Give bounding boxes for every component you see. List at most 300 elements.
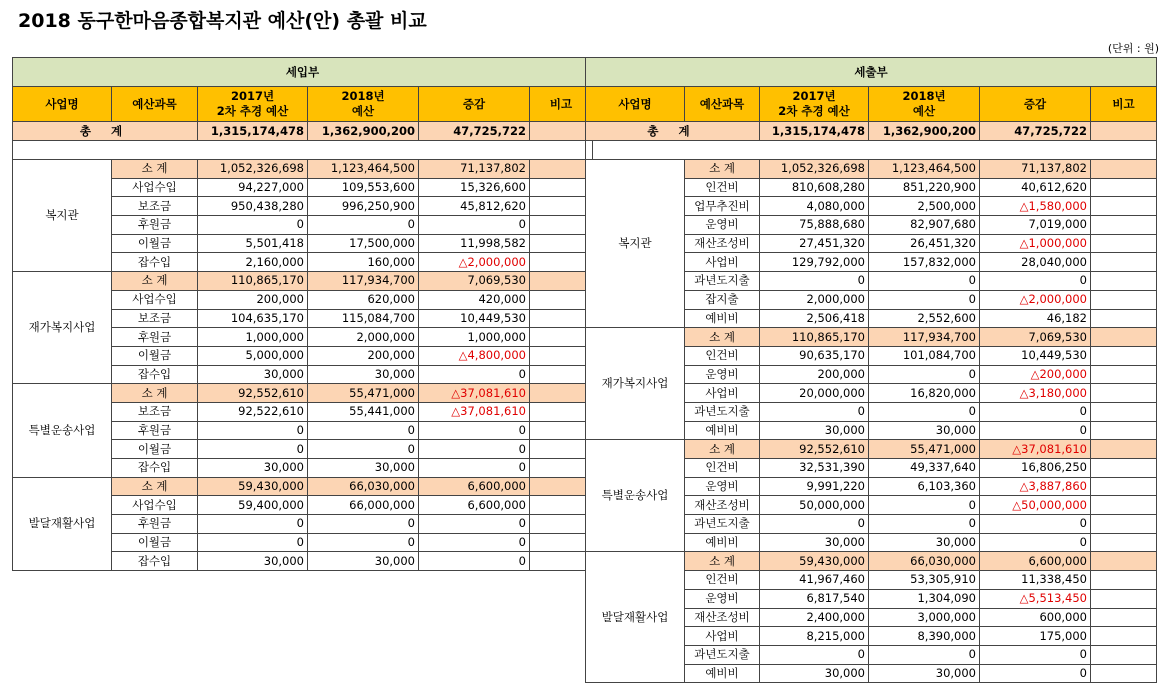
- business-name: 복지관: [13, 160, 112, 272]
- budget-item: 보조금: [112, 197, 198, 216]
- total-note: [530, 122, 593, 141]
- note-cell: [1091, 216, 1157, 235]
- note-cell: [530, 552, 593, 571]
- value-2018: 17,500,000: [308, 234, 419, 253]
- value-2017: 75,888,680: [760, 216, 869, 235]
- value-2018: 8,390,000: [869, 627, 980, 646]
- value-2018: 30,000: [869, 533, 980, 552]
- budget-item: 사업비: [685, 253, 760, 272]
- value-2018: 0: [308, 515, 419, 534]
- business-name: 재가복지사업: [13, 272, 112, 384]
- value-diff: 0: [419, 515, 530, 534]
- value-2018: 0: [869, 402, 980, 421]
- total-v2018: 1,362,900,200: [869, 122, 980, 141]
- note-cell: [530, 440, 593, 459]
- value-diff: 0: [980, 645, 1091, 664]
- value-2017: 30,000: [198, 459, 308, 478]
- value-diff: △3,180,000: [980, 384, 1091, 403]
- budget-item: 인건비: [685, 178, 760, 197]
- value-diff: 10,449,530: [419, 309, 530, 328]
- total-label: 총 계: [586, 122, 760, 141]
- value-diff: 28,040,000: [980, 253, 1091, 272]
- value-diff: 45,812,620: [419, 197, 530, 216]
- value-2018: 53,305,910: [869, 571, 980, 590]
- value-2017: 90,635,170: [760, 346, 869, 365]
- note-cell: [530, 253, 593, 272]
- value-2018: 0: [308, 533, 419, 552]
- value-diff: 0: [419, 216, 530, 235]
- value-2017: 9,991,220: [760, 477, 869, 496]
- value-2018: 2,500,000: [869, 197, 980, 216]
- value-2017: 200,000: [760, 365, 869, 384]
- value-2017: 110,865,170: [198, 272, 308, 291]
- budget-item: 재산조성비: [685, 234, 760, 253]
- expense-total-row: [586, 122, 1157, 141]
- value-2018: 0: [869, 272, 980, 291]
- business-name: 복지관: [586, 160, 685, 328]
- note-cell: [530, 309, 593, 328]
- value-diff: △1,000,000: [980, 234, 1091, 253]
- value-diff: 7,069,530: [419, 272, 530, 291]
- total-label: 총 계: [13, 122, 198, 141]
- budget-item: 소 계: [685, 160, 760, 179]
- income-column-header: 예산과목: [112, 87, 198, 122]
- value-diff: 1,000,000: [419, 328, 530, 347]
- value-2017: 1,052,326,698: [760, 160, 869, 179]
- value-2017: 200,000: [198, 290, 308, 309]
- note-cell: [1091, 608, 1157, 627]
- value-2017: 0: [760, 645, 869, 664]
- value-2018: 49,337,640: [869, 459, 980, 478]
- value-2018: 996,250,900: [308, 197, 419, 216]
- value-diff: 420,000: [419, 290, 530, 309]
- income-column-header: 2018년 예산: [308, 87, 419, 122]
- budget-item: 소 계: [112, 272, 198, 291]
- value-diff: △2,000,000: [980, 290, 1091, 309]
- value-diff: △2,000,000: [419, 253, 530, 272]
- note-cell: [1091, 552, 1157, 571]
- table-row: [586, 160, 1157, 179]
- budget-item: 인건비: [685, 346, 760, 365]
- value-diff: 175,000: [980, 627, 1091, 646]
- value-2018: 3,000,000: [869, 608, 980, 627]
- value-diff: 71,137,802: [980, 160, 1091, 179]
- value-diff: 11,998,582: [419, 234, 530, 253]
- budget-item: 과년도지출: [685, 402, 760, 421]
- budget-item: 잡수입: [112, 253, 198, 272]
- expense-section-label: 세출부: [586, 58, 1157, 87]
- budget-item: 소 계: [112, 384, 198, 403]
- note-cell: [530, 216, 593, 235]
- value-2017: 5,000,000: [198, 346, 308, 365]
- value-2018: 109,553,600: [308, 178, 419, 197]
- income-column-header: 2017년 2차 추경 예산: [198, 87, 308, 122]
- value-2017: 59,430,000: [198, 477, 308, 496]
- value-2017: 6,817,540: [760, 589, 869, 608]
- value-2018: 157,832,000: [869, 253, 980, 272]
- value-2017: 2,160,000: [198, 253, 308, 272]
- income-header-row: [13, 87, 593, 122]
- budget-item: 소 계: [685, 552, 760, 571]
- note-cell: [1091, 459, 1157, 478]
- value-2018: 30,000: [308, 365, 419, 384]
- value-2017: 0: [760, 272, 869, 291]
- value-diff: 71,137,802: [419, 160, 530, 179]
- budget-item: 후원금: [112, 216, 198, 235]
- value-2018: 2,000,000: [308, 328, 419, 347]
- table-row: [13, 477, 593, 496]
- value-2018: 0: [869, 645, 980, 664]
- value-diff: 0: [980, 533, 1091, 552]
- budget-item: 소 계: [112, 160, 198, 179]
- value-2017: 30,000: [760, 664, 869, 683]
- value-diff: △4,800,000: [419, 346, 530, 365]
- expense-column-header: 사업명: [586, 87, 685, 122]
- value-diff: 600,000: [980, 608, 1091, 627]
- budget-item: 소 계: [685, 328, 760, 347]
- budget-item: 이월금: [112, 346, 198, 365]
- value-2017: 30,000: [198, 552, 308, 571]
- value-2018: 0: [869, 290, 980, 309]
- value-2018: 0: [308, 421, 419, 440]
- budget-item: 후원금: [112, 328, 198, 347]
- value-2017: 2,506,418: [760, 309, 869, 328]
- value-2018: 30,000: [869, 421, 980, 440]
- table-row: [586, 552, 1157, 571]
- value-diff: 6,600,000: [419, 477, 530, 496]
- value-2018: 0: [308, 216, 419, 235]
- income-spacer-row: [13, 141, 593, 160]
- value-diff: 0: [419, 421, 530, 440]
- value-diff: 7,069,530: [980, 328, 1091, 347]
- business-name: 발달재활사업: [13, 477, 112, 570]
- value-2017: 4,080,000: [760, 197, 869, 216]
- note-cell: [530, 384, 593, 403]
- value-diff: 0: [980, 664, 1091, 683]
- note-cell: [1091, 664, 1157, 683]
- budget-item: 재산조성비: [685, 608, 760, 627]
- income-section-row: [13, 58, 593, 87]
- total-v2017: 1,315,174,478: [198, 122, 308, 141]
- value-diff: 0: [419, 459, 530, 478]
- value-diff: 0: [980, 421, 1091, 440]
- note-cell: [530, 328, 593, 347]
- value-2017: 92,522,610: [198, 402, 308, 421]
- value-2018: 115,084,700: [308, 309, 419, 328]
- value-2017: 32,531,390: [760, 459, 869, 478]
- note-cell: [530, 178, 593, 197]
- value-2018: 1,123,464,500: [308, 160, 419, 179]
- value-diff: △1,580,000: [980, 197, 1091, 216]
- value-diff: 0: [419, 533, 530, 552]
- total-note: [1091, 122, 1157, 141]
- value-2018: 117,934,700: [308, 272, 419, 291]
- income-column-header: 증감: [419, 87, 530, 122]
- value-2018: 851,220,900: [869, 178, 980, 197]
- value-2017: 2,400,000: [760, 608, 869, 627]
- budget-item: 잡수입: [112, 459, 198, 478]
- expense-column-header: 2017년 2차 추경 예산: [760, 87, 869, 122]
- value-2017: 0: [198, 421, 308, 440]
- note-cell: [1091, 328, 1157, 347]
- budget-item: 사업수입: [112, 178, 198, 197]
- value-2017: 0: [198, 533, 308, 552]
- value-diff: △3,887,860: [980, 477, 1091, 496]
- budget-item: 이월금: [112, 234, 198, 253]
- value-2018: 16,820,000: [869, 384, 980, 403]
- value-2017: 20,000,000: [760, 384, 869, 403]
- budget-item: 후원금: [112, 515, 198, 534]
- expense-column-header: 증감: [980, 87, 1091, 122]
- note-cell: [1091, 178, 1157, 197]
- table-row: [13, 272, 593, 291]
- note-cell: [530, 421, 593, 440]
- budget-item: 재산조성비: [685, 496, 760, 515]
- value-2018: 0: [308, 440, 419, 459]
- total-v2018: 1,362,900,200: [308, 122, 419, 141]
- budget-item: 잡수입: [112, 365, 198, 384]
- business-name: 특별운송사업: [586, 440, 685, 552]
- value-diff: 0: [419, 440, 530, 459]
- budget-item: 예비비: [685, 533, 760, 552]
- value-2017: 27,451,320: [760, 234, 869, 253]
- value-2018: 82,907,680: [869, 216, 980, 235]
- value-2017: 810,608,280: [760, 178, 869, 197]
- budget-item: 과년도지출: [685, 645, 760, 664]
- value-2017: 92,552,610: [760, 440, 869, 459]
- table-row: [586, 440, 1157, 459]
- value-diff: 0: [419, 365, 530, 384]
- note-cell: [530, 459, 593, 478]
- budget-item: 잡지출: [685, 290, 760, 309]
- value-2017: 0: [198, 440, 308, 459]
- expense-table: [585, 57, 1157, 683]
- note-cell: [530, 290, 593, 309]
- value-2018: 0: [869, 365, 980, 384]
- total-v2017: 1,315,174,478: [760, 122, 869, 141]
- expense-column-header: 비고: [1091, 87, 1157, 122]
- value-2017: 50,000,000: [760, 496, 869, 515]
- value-2017: 1,000,000: [198, 328, 308, 347]
- value-diff: 11,338,450: [980, 571, 1091, 590]
- note-cell: [1091, 160, 1157, 179]
- value-diff: △5,513,450: [980, 589, 1091, 608]
- note-cell: [530, 272, 593, 291]
- value-diff: 0: [980, 515, 1091, 534]
- note-cell: [1091, 645, 1157, 664]
- budget-item: 보조금: [112, 402, 198, 421]
- value-2017: 59,400,000: [198, 496, 308, 515]
- note-cell: [1091, 197, 1157, 216]
- budget-item: 사업비: [685, 627, 760, 646]
- note-cell: [1091, 589, 1157, 608]
- value-2018: 55,471,000: [308, 384, 419, 403]
- note-cell: [1091, 533, 1157, 552]
- note-cell: [1091, 290, 1157, 309]
- value-2017: 41,967,460: [760, 571, 869, 590]
- value-2017: 92,552,610: [198, 384, 308, 403]
- business-name: 특별운송사업: [13, 384, 112, 477]
- value-2018: 26,451,320: [869, 234, 980, 253]
- expense-section-row: [586, 58, 1157, 87]
- note-cell: [1091, 571, 1157, 590]
- value-2017: 59,430,000: [760, 552, 869, 571]
- budget-item: 사업수입: [112, 496, 198, 515]
- value-2018: 55,471,000: [869, 440, 980, 459]
- value-2017: 8,215,000: [760, 627, 869, 646]
- value-2018: 55,441,000: [308, 402, 419, 421]
- note-cell: [1091, 627, 1157, 646]
- income-total-row: [13, 122, 593, 141]
- expense-header-row: [586, 87, 1157, 122]
- value-2018: 30,000: [308, 459, 419, 478]
- note-cell: [1091, 272, 1157, 291]
- value-diff: △37,081,610: [419, 384, 530, 403]
- note-cell: [1091, 253, 1157, 272]
- value-2018: 66,000,000: [308, 496, 419, 515]
- value-2018: 200,000: [308, 346, 419, 365]
- note-cell: [1091, 365, 1157, 384]
- value-diff: 10,449,530: [980, 346, 1091, 365]
- value-diff: △50,000,000: [980, 496, 1091, 515]
- value-2018: 117,934,700: [869, 328, 980, 347]
- budget-item: 운영비: [685, 477, 760, 496]
- value-2017: 950,438,280: [198, 197, 308, 216]
- table-row: [13, 160, 593, 179]
- budget-item: 잡수입: [112, 552, 198, 571]
- value-2018: 0: [869, 496, 980, 515]
- table-row: [13, 384, 593, 403]
- value-2018: 160,000: [308, 253, 419, 272]
- budget-item: 운영비: [685, 365, 760, 384]
- budget-item: 보조금: [112, 309, 198, 328]
- budget-item: 소 계: [685, 440, 760, 459]
- value-diff: 6,600,000: [419, 496, 530, 515]
- income-section-label: 세입부: [13, 58, 593, 87]
- value-2017: 110,865,170: [760, 328, 869, 347]
- value-diff: 7,019,000: [980, 216, 1091, 235]
- value-2017: 30,000: [760, 533, 869, 552]
- note-cell: [530, 515, 593, 534]
- budget-item: 업무추진비: [685, 197, 760, 216]
- value-2018: 0: [869, 515, 980, 534]
- value-diff: △200,000: [980, 365, 1091, 384]
- total-diff: 47,725,722: [980, 122, 1091, 141]
- expense-column-header: 2018년 예산: [869, 87, 980, 122]
- income-column-header: 비고: [530, 87, 593, 122]
- note-cell: [530, 197, 593, 216]
- note-cell: [530, 477, 593, 496]
- expense-spacer-row: [586, 141, 1157, 160]
- total-diff: 47,725,722: [419, 122, 530, 141]
- value-diff: 40,612,620: [980, 178, 1091, 197]
- expense-column-header: 예산과목: [685, 87, 760, 122]
- note-cell: [530, 533, 593, 552]
- value-2018: 1,123,464,500: [869, 160, 980, 179]
- unit-label: (단위 : 원): [1107, 42, 1159, 55]
- income-table: [12, 57, 593, 571]
- value-diff: △37,081,610: [980, 440, 1091, 459]
- note-cell: [530, 365, 593, 384]
- value-2017: 30,000: [198, 365, 308, 384]
- value-2017: 30,000: [760, 421, 869, 440]
- budget-item: 예비비: [685, 309, 760, 328]
- income-column-header: 사업명: [13, 87, 112, 122]
- value-2017: 0: [198, 216, 308, 235]
- value-2017: 104,635,170: [198, 309, 308, 328]
- value-2017: 0: [760, 402, 869, 421]
- spacer-cell: [13, 141, 593, 160]
- value-diff: 0: [419, 552, 530, 571]
- page-title: 2018 동구한마음종합복지관 예산(안) 총괄 비교: [18, 10, 427, 32]
- business-name: 재가복지사업: [586, 328, 685, 440]
- value-2018: 620,000: [308, 290, 419, 309]
- budget-item: 예비비: [685, 421, 760, 440]
- note-cell: [1091, 384, 1157, 403]
- value-diff: △37,081,610: [419, 402, 530, 421]
- value-diff: 46,182: [980, 309, 1091, 328]
- value-diff: 0: [980, 272, 1091, 291]
- value-2018: 30,000: [308, 552, 419, 571]
- note-cell: [1091, 421, 1157, 440]
- note-cell: [530, 402, 593, 421]
- note-cell: [1091, 309, 1157, 328]
- note-cell: [530, 346, 593, 365]
- value-2017: 5,501,418: [198, 234, 308, 253]
- note-cell: [1091, 346, 1157, 365]
- note-cell: [1091, 496, 1157, 515]
- budget-item: 인건비: [685, 571, 760, 590]
- budget-item: 인건비: [685, 459, 760, 478]
- business-name: 발달재활사업: [586, 552, 685, 683]
- value-diff: 15,326,600: [419, 178, 530, 197]
- value-2018: 30,000: [869, 664, 980, 683]
- value-2017: 0: [760, 515, 869, 534]
- note-cell: [1091, 515, 1157, 534]
- table-row: [586, 328, 1157, 347]
- budget-item: 소 계: [112, 477, 198, 496]
- value-diff: 0: [980, 402, 1091, 421]
- value-2017: 1,052,326,698: [198, 160, 308, 179]
- budget-item: 사업비: [685, 384, 760, 403]
- note-cell: [530, 234, 593, 253]
- spacer-cell: [586, 141, 1157, 160]
- value-2018: 66,030,000: [869, 552, 980, 571]
- note-cell: [1091, 402, 1157, 421]
- budget-item: 운영비: [685, 216, 760, 235]
- value-2017: 0: [198, 515, 308, 534]
- budget-item: 예비비: [685, 664, 760, 683]
- budget-item: 과년도지출: [685, 515, 760, 534]
- budget-item: 후원금: [112, 421, 198, 440]
- value-diff: 6,600,000: [980, 552, 1091, 571]
- value-2018: 66,030,000: [308, 477, 419, 496]
- value-2018: 101,084,700: [869, 346, 980, 365]
- budget-item: 과년도지출: [685, 272, 760, 291]
- value-2018: 2,552,600: [869, 309, 980, 328]
- budget-item: 이월금: [112, 533, 198, 552]
- note-cell: [530, 160, 593, 179]
- note-cell: [530, 496, 593, 515]
- budget-item: 사업수입: [112, 290, 198, 309]
- value-diff: 16,806,250: [980, 459, 1091, 478]
- budget-item: 이월금: [112, 440, 198, 459]
- value-2017: 94,227,000: [198, 178, 308, 197]
- note-cell: [1091, 440, 1157, 459]
- value-2018: 6,103,360: [869, 477, 980, 496]
- note-cell: [1091, 477, 1157, 496]
- value-2018: 1,304,090: [869, 589, 980, 608]
